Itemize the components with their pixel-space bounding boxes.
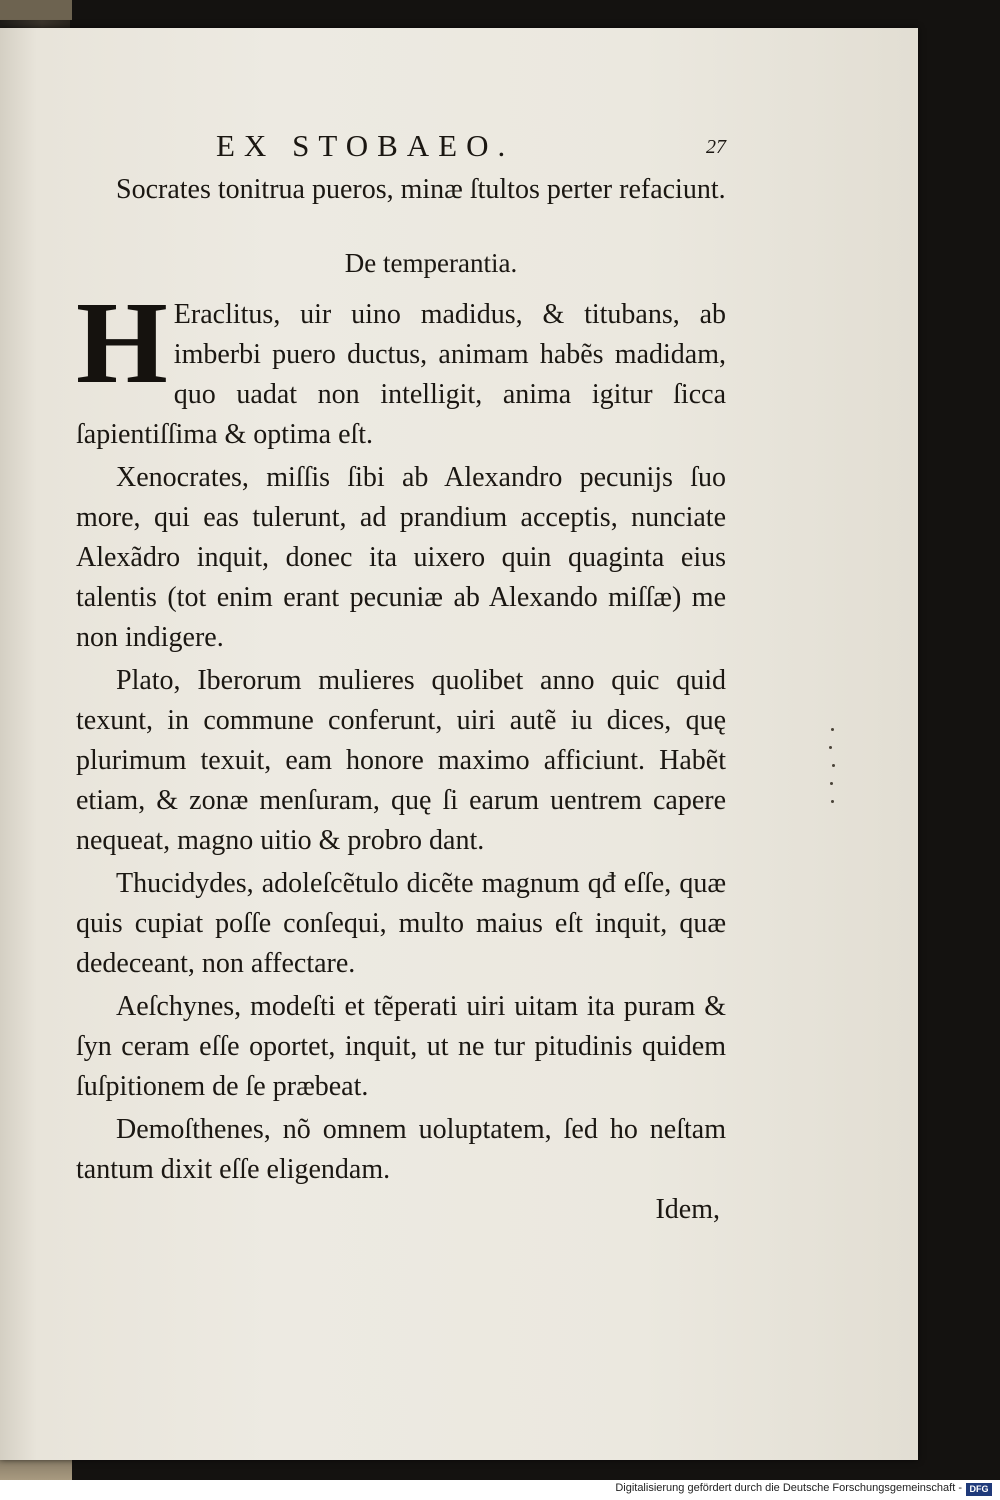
footer-credit: Digitalisierung gefördert durch die Deutsche Forschungsgemeinschaft - [615,1482,962,1494]
paragraph-demosthenes: Demoſthenes, nõ omnem uoluptatem, ſed ho neſtam tantum dixit eſſe eligendam. [76,1114,726,1185]
paragraph-plato: Plato, Iberorum mulieres quolibet anno quic quid texunt, in commune conferunt, uiri autẽ iu dices, quę plurimum texuit, eam honore maximo afficiunt. Habẽt etiam, & zonæ menſuram, quę ſi earum uentrem capere nequeat, magno uitio & probro dant. [76,665,726,856]
speck [829,746,832,749]
running-head-title: EX STOBAEO. [216,128,515,163]
paragraph-heraclitus [76,277,726,455]
section-heading: De temperantia. [344,248,518,278]
paragraph-xenocrates: Xenocrates, miſſis ſibi ab Alexandro pecunijs ſuo more, qui eas tulerunt, ad prandium acceptis, nunciate Alexãdro inquit, donec ita uixero quin quaginta eius talentis (tot enim erant pecuniæ ab Alexando miſſæ) me non indigere. [76,462,726,653]
page-number: 27 [706,136,726,158]
speck [831,800,834,803]
speck [831,728,834,731]
paragraph-thucydides: Thucidydes, adoleſcẽtulo dicẽte magnum qđ eſſe, quæ quis cupiat poſſe conſequi, multo maius eſt inquit, quæ dedeceant, non affectare. [76,868,726,979]
paper-specks [826,728,840,808]
running-head [76,126,726,166]
speck [832,764,835,767]
speck [830,782,833,785]
paragraph-socrates: Socrates tonitrua pueros, minæ ſtultos perter refaciunt. [116,174,726,205]
paragraph-aeschines: Aeſchynes, modeſti et tẽperati uiri uitam ita puram & ſyn ceram eſſe oportet, inquit, ut ne tur pitudinis quidem ſuſpitionem de ſe præbeat. [76,991,726,1102]
dfg-logo-icon: DFG [966,1483,992,1496]
binding-edge-top [0,0,72,20]
drop-cap-letter: H [76,277,168,408]
paragraph-heraclitus-text: Eraclitus, uir uino madidus, & titubans, ab imberbi puero ductus, animam habẽs madidam, quo uadat non intelligit, anima igitur ſicca ſapientiſſima & optima eſt. [76,299,726,450]
catchword: Idem, [655,1194,720,1225]
page-text-block [76,126,726,1226]
footer-bar [0,1480,1000,1500]
book-page [0,28,918,1460]
